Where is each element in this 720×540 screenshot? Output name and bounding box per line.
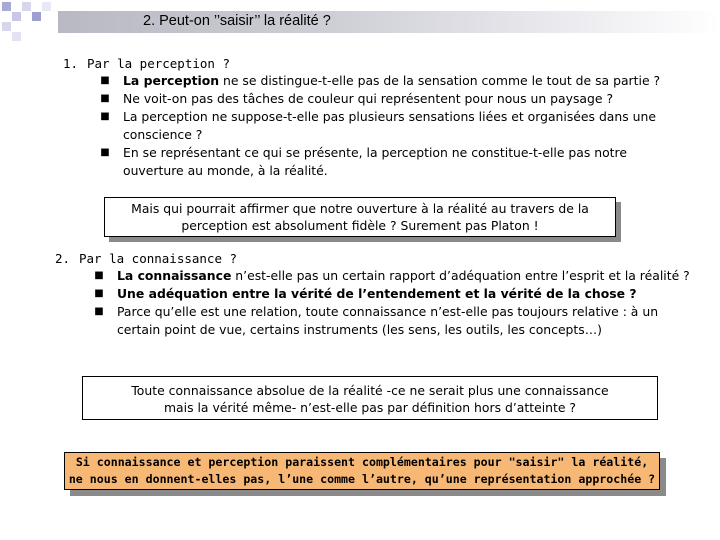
- bullet-text: En se représentant ce qui se présente, la perception ne constitue-t-elle pas notre ouverture au monde, à la réalité.: [123, 145, 627, 178]
- remark-line: perception est absolument fidèle ? Surement pas Platon !: [181, 218, 539, 233]
- bullet-strong-text: La connaissance: [117, 268, 232, 283]
- list-item: [98, 90, 688, 108]
- bullet-icon: ■: [100, 75, 110, 86]
- remark-line: Mais qui pourrait affirmer que notre ouverture à la réalité au travers de la: [131, 201, 589, 216]
- perception-remark-box: [104, 197, 616, 237]
- bullet-text: ne se distingue-t-elle pas de la sensation comme le tout de sa partie ?: [219, 73, 661, 88]
- conclusion-line: ne nous en donnent-elles pas, l’une comme l’autre, qu’une représentation approchée ?: [68, 472, 656, 486]
- bullet-strong-text: La perception: [123, 73, 220, 88]
- bullet-text: Parce qu’elle est une relation, toute connaissance n’est-elle pas toujours relative : à un certain point de vue, certains instruments (les sens, les outils, les concepts…): [117, 304, 659, 337]
- section-title: Par la connaissance ?: [79, 251, 238, 266]
- remark-line: mais la vérité même- n’est-elle pas par définition hors d’atteinte ?: [163, 400, 576, 415]
- list-item: [98, 144, 688, 180]
- remark-line: Toute connaissance absolue de la réalité -ce ne serait plus une connaissance: [131, 383, 609, 398]
- list-item: [98, 108, 688, 144]
- bullet-text: La perception ne suppose-t-elle pas plusieurs sensations liées et organisées dans une conscience ?: [123, 109, 656, 142]
- perception-bullet-list: [98, 72, 688, 180]
- list-item: [92, 285, 692, 303]
- section-number: 1.: [63, 56, 79, 71]
- bullet-icon: ■: [100, 111, 110, 122]
- connaissance-bullet-list: [92, 267, 692, 339]
- section-heading-perception: [63, 56, 230, 71]
- bullet-icon: ■: [94, 270, 104, 281]
- conclusion-box: [64, 452, 660, 490]
- bullet-text: Ne voit-on pas des tâches de couleur qui représentent pour nous un paysage ?: [123, 91, 614, 106]
- bullet-icon: ■: [100, 147, 110, 158]
- slide-title: 2. Peut-on ’’saisir’’ la réalité ?: [143, 13, 331, 29]
- bullet-icon: ■: [94, 288, 104, 299]
- list-item: [92, 267, 692, 285]
- conclusion-line: Si connaissance et perception paraissent complémentaires pour "saisir" la réalité,: [75, 455, 649, 469]
- bullet-text: n’est-elle pas un certain rapport d’adéquation entre l’esprit et la réalité ?: [231, 268, 690, 283]
- section-heading-connaissance: [55, 251, 237, 266]
- bullet-strong-text: Une adéquation entre la vérité de l’entendement et la vérité de la chose ?: [117, 286, 637, 301]
- bullet-icon: ■: [94, 306, 104, 317]
- bullet-icon: ■: [100, 93, 110, 104]
- section-number: 2.: [55, 251, 71, 266]
- section-title: Par la perception ?: [87, 56, 230, 71]
- connaissance-remark-box: [82, 376, 658, 420]
- list-item: [92, 303, 692, 339]
- list-item: [98, 72, 688, 90]
